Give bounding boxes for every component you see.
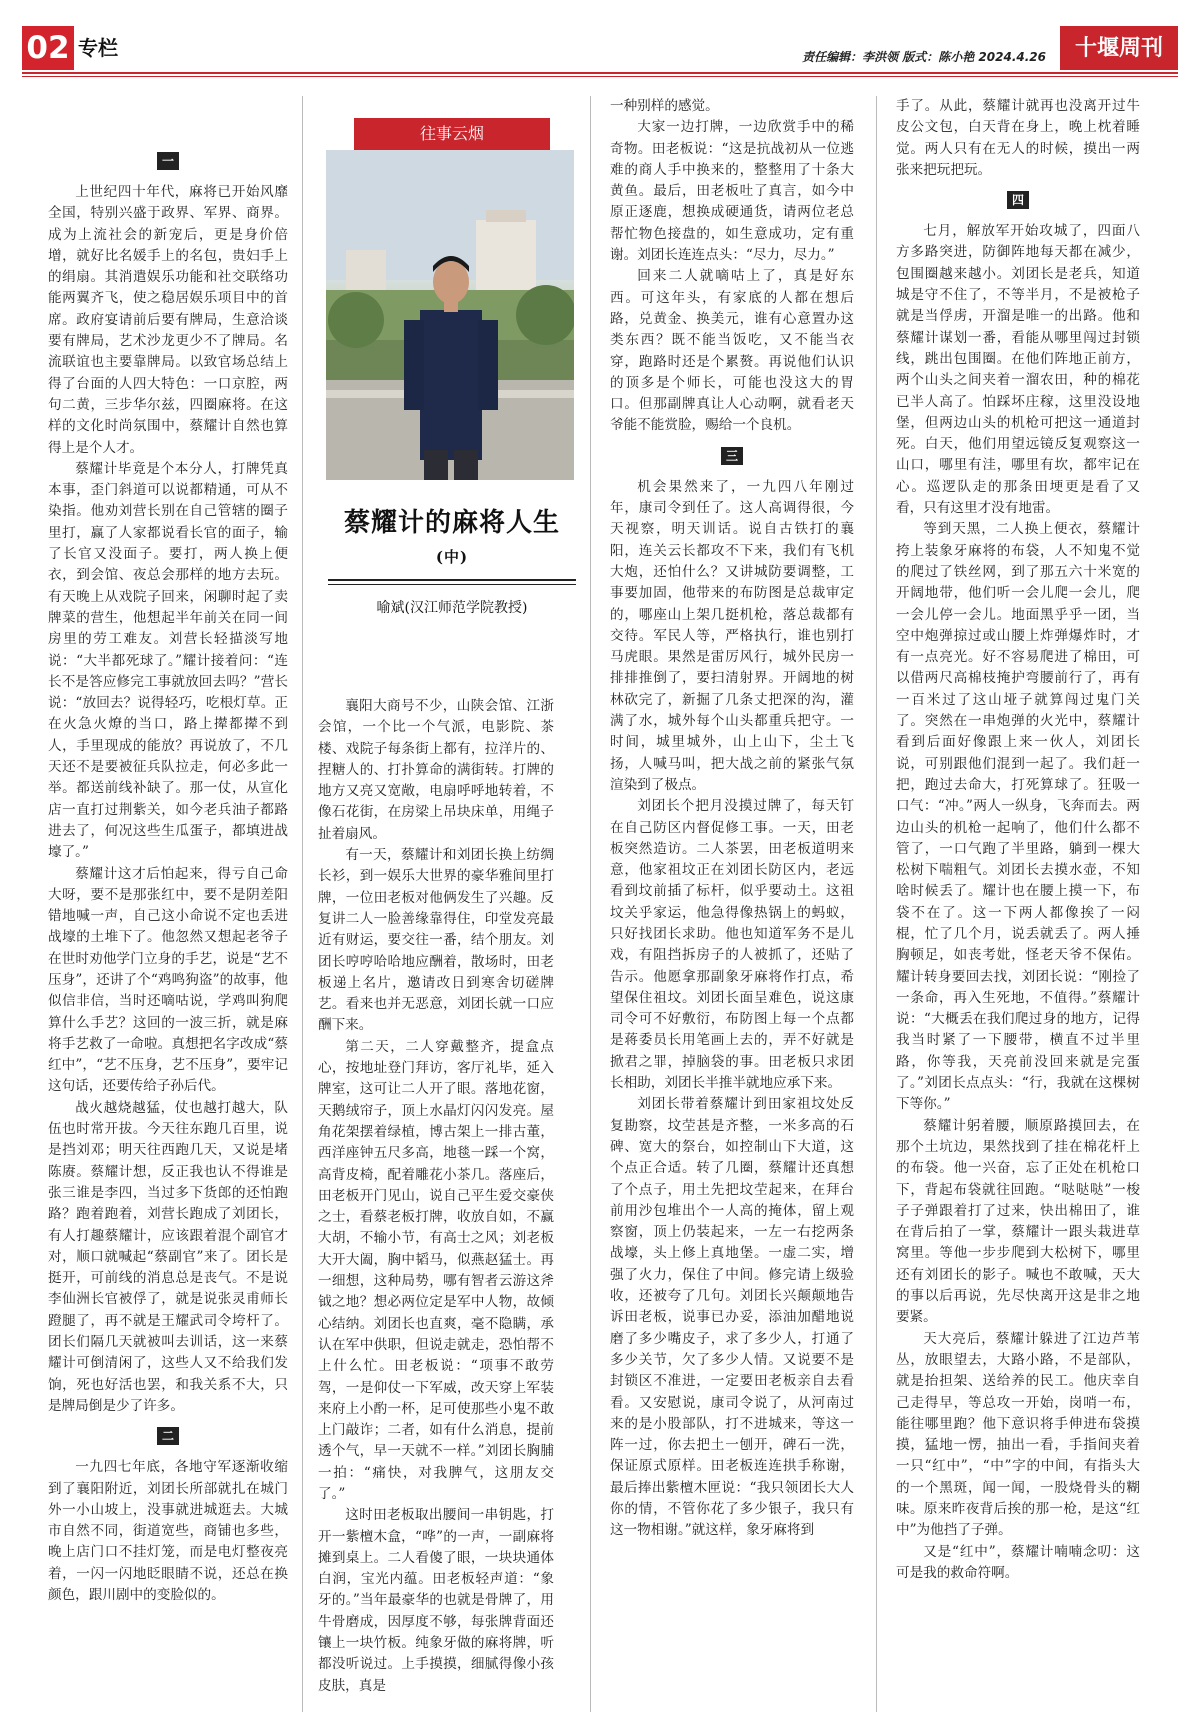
paragraph: 这时田老板取出腰间一串钥匙，打开一紫檀木盒，“哗”的一声，一副麻将摊到桌上。二人看傻了眼，一块块通体白润，宝光内蕴。田老板轻声道：“象牙的。”当年最豪华的也就是骨牌了，用牛骨磨成，因厚度不够，每张牌背面还镶上一块竹板。纯象牙做的麻将牌，听都没听说过。上手摸摸，细腻得像小孩皮肤，真是 [318, 1507, 554, 1694]
paragraph: 刘团长带着蔡耀计到田家祖坟处反复勘察，坟茔甚是齐整，一米多高的石碑、宽大的祭台，如控制山下大道，这个点正合适。转了几圈，蔡耀计还真想了个点子，用土先把坟茔起来，在拜台前用沙包堆出个一人高的掩体，留上观察窗，顶上仍装起来，一左一右挖两条战壕，头上修上真地堡。一虚二实，增强了火力，保住了中间。修完请上级验收，还被夸了几句。刘团长兴颠颠地告诉田老板，说事已办妥，添油加醋地说磨了多少嘴皮子，求了多少人，打通了多少关节，欠了多少人情。又说要不是封锁区不准进，一定要田老板亲自去看看。又安慰说，康司令说了，从河南过来的是小股部队，打不进城来，等这一阵一过，你去把土一刨开，碑石一洗，保证原式原样。田老板连连拱手称谢，最后捧出紫檀木匣说：“我只领团长大人你的情，不管你花了多少银子，我只有这一物相谢。”就这样，象牙麻将到 [610, 1096, 854, 1539]
section-mark-4: 四 [1007, 191, 1029, 209]
editor-credits: 责任编辑：李洪领 版式：陈小艳 2024.4.26 [802, 50, 1046, 64]
column-tag: 往事云烟 [354, 118, 550, 150]
feature-block [328, 118, 576, 617]
paragraph: 刘团长个把月没摸过牌了，每天钉在自己防区内督促修工事。一天，田老板突然造访。二人茶罢，田老板道明来意，他家祖坟正在刘团长防区内，老远看到坟前插了标杆，似乎要动土。这祖坟关乎家运，他急得像热锅上的蚂蚁，只好找团长求助。他也知道军务不是儿戏，有阻挡拆房子的人被抓了，还贴了告示。他愿拿那副象牙麻将作打点，希望保住祖坟。刘团长面呈难色，说这康司令可不好敷衍，布防图上每一个点都是蒋委员长用笔画上去的，弄不好就是掀君之罪，掉脑袋的事。田老板只求团长相助，刘团长半推半就地应承下来。 [610, 798, 854, 1092]
article-column-4 [896, 96, 1140, 1584]
page-header [22, 26, 1178, 70]
article-column-1 [48, 142, 288, 1606]
column-divider [590, 96, 591, 1712]
article-title [328, 502, 576, 569]
section-mark-2: 二 [157, 1427, 179, 1445]
masthead: 十堰周刊 [1060, 26, 1178, 70]
author-photo-illustration [326, 150, 574, 480]
column-divider [876, 96, 877, 1712]
paragraph: 蔡耀计这才后怕起来，得亏自己命大呀，要不是那张红中，要不是阴差阳错地喊一声，自己这小命说不定也丢进战壕的土堆下了。他忽然又想起老爷子在世时劝他学门立身的手艺，说是“艺不压身”，还讲了个“鸡鸣狗盗”的故事，他似信非信，当时还嘀咕说，学鸡叫狗爬算什么手艺？这回的一波三折，就是麻将手艺救了一命啦。真想把名字改成“蔡红中”，“艺不压身，艺不压身”，要牢记这句话，还要传给子孙后代。 [48, 865, 288, 1095]
author-photo [326, 150, 574, 480]
paragraph: 第二天，二人穿戴整齐，提盒点心，按地址登门拜访，客厅礼毕，延入牌室，这可让二人开了眼。落地花窗，天鹅绒帘子，顶上水晶灯闪闪发亮。屋角花架摆着绿植，博古架上一排古董，西洋座钟五尺多高，地毯一踩一个窝，高背皮椅，配着雕花小茶几。落座后，田老板开门见山，说自己平生爱交豪侠之士，看蔡老板打牌，收放自如，不赢大胡，不输小节，有高士之风；刘老板大开大阖，胸中韬马，似燕赵猛士。再一细想，这种局势，哪有智者云游这斧钺之地？想必两位定是军中人物，故倾心结纳。刘团长也直爽，毫不隐瞒，承认在军中供职，但说走就走，恐怕帮不上什么忙。田老板说：“项事不敢劳驾，一是仰仗一下军威，改天穿上军装来府上小酌一杯，足可使那些小鬼不敢上门敲诈；二者，如有什么消息，提前透个气，早一天就不一样。”刘团长胸脯一拍：“痛快，对我脾气，这朋友交了。” [318, 1038, 554, 1502]
paragraph: 战火越烧越猛，仗也越打越大，队伍也时常开拔。今天往东跑几百里，说是挡刘邓；明天往西跑几天，又说是堵陈赓。蔡耀计想，反正我也认不得谁是张三谁是李四，当过多下货郎的还怕跑路？跑着跑着，刘营长跑成了刘团长，有人打趣蔡耀计，应该跟着混个副官才对，顺口就喊起“蔡副官”来了。团长是挺开，可前线的消息总是丧气。不是说李仙洲长官被俘了，就是说张灵甫师长蹬腿了，再不就是王耀武司令垮杆了。团长们隔几天就被叫去训话，这一来蔡耀计可倒清闲了，这些人又不给我们发饷，死也好活也罢，和我关系不大，只是牌局倒是少了许多。 [48, 1099, 288, 1414]
paragraph: 又是“红中”，蔡耀计喃喃念叨：这可是我的救命符啊。 [896, 1543, 1140, 1581]
header-rule-thin [22, 76, 1178, 77]
section-mark-1: 一 [157, 152, 179, 170]
paragraph: 蔡耀计躬着腰，顺原路摸回去，在那个土坑边，果然找到了挂在棉花杆上的布袋。他一兴奋，忘了正处在机枪口下，背起布袋就往回跑。“哒哒哒”一梭子子弹跟着打了过来，快出棉田了，谁在背后拍了一掌，蔡耀计一跟头栽进草窝里。等他一步步爬到大松树下，哪里还有刘团长的影子。喊也不敢喊，天大的事以后再说，先尽快离开这是非之地要紧。 [896, 1117, 1140, 1326]
byline: 喻斌(汉江师范学院教授) [376, 600, 528, 616]
paragraph: 天大亮后，蔡耀计躲进了江边芦苇丛，放眼望去，大路小路，不是部队，就是抬担架、送给养的民工。他庆幸自己走得早，等总攻一开始，岗哨一布，能往哪里跑？他下意识将手伸进布袋摸摸，猛地一愣，抽出一看，手指间夹着一只“红中”，“中”字的中间，有指头大的一个黑斑，闻一闻，一股烧骨头的糊味。原来昨夜背后挨的那一枪，是这“红中”为他挡了子弹。 [896, 1330, 1140, 1539]
paragraph: 蔡耀计毕竟是个本分人，打牌凭真本事，歪门斜道可以说都精通，可从不染指。他劝刘营长别在自己管辖的圈子里打，赢了人家都说看长官的面子，输了长官又没面子。要打，两人换上便衣，到会馆、夜总会那样的地方去玩。有天晚上从戏院子回来，闲聊时起了卖牌菜的营生，他想起半年前关在同一间房里的劳工难友。刘营长轻描淡写地说：“大半都死球了。”耀计接着问：“连长不是答应修完工事就放回去吗？”营长说：“放回去？说得轻巧，吃根灯草。正在火急火燎的当口，路上撵都撵不到人，手里现成的能放？再说放了，不几天还不是要被征兵队拉走，何必多此一举。都送前线补缺了。那一仗，从宣化店一直打过荆紫关，如今老兵油子都路进去了，何况这些生瓜蛋子，都填进战壕了。” [48, 460, 288, 861]
paragraph: 一种别样的感觉。 [610, 98, 719, 114]
section-mark-3: 三 [721, 447, 743, 465]
paragraph: 有一天，蔡耀计和刘团长换上纺绸长衫，到一娱乐大世界的豪华雅间里打牌，一位田老板对他俩发生了兴趣。反复讲二人一脸善缘靠得住，印堂发亮最近有财运，要交往一番，结个朋友。刘团长哼哼哈哈地应酬着，散场时，田老板递上名片，邀请改日到寒舍切磋牌艺。看来也并无恶意，刘团长就一口应酬下来。 [318, 847, 554, 1034]
section-name: 专栏 [78, 36, 118, 60]
paragraph: 回来二人就嘀咕上了，真是好东西。可这年头，有家底的人都在想后路，兑黄金、换美元，谁有心意置办这类东西？既不能当饭吃，又不能当衣穿，跑路时还是个累赘。再说他们认识的顶多是个师长，可能也没这大的胃口。但那副牌真让人心动啊，就看老天爷能不能赏脸，赐给一个良机。 [610, 268, 854, 434]
title-rule [328, 579, 576, 585]
article-title-part: (中) [435, 548, 469, 566]
column-divider [302, 96, 303, 1712]
paragraph: 机会果然来了，一九四八年刚过年，康司令到任了。这人高调得很，今天视察，明天训话。说自古铁打的襄阳，连关云长都攻不下来，我们有飞机大炮，还怕什么？又讲城防要调整，工事要加固，他带来的布防图是总裁审定的，哪座山上架几挺机枪，落总裁都有交待。军民人等，严格执行，谁也别打马虎眼。果然是雷厉风行，城外民房一排排推倒了，要扫清射界。开阔地的树林砍完了，新掘了几条丈把深的沟，灌满了水，城外每个山头都重兵把守。一时间，城里城外，山上山下，尘土飞扬，人喊马叫，把大战之前的紧张气氛渲染到了极点。 [610, 478, 854, 793]
paragraph: 手了。从此，蔡耀计就再也没离开过牛皮公文包，白天背在身上，晚上枕着睡觉。两人只有在无人的时候，摸出一两张来把玩把玩。 [896, 98, 1140, 178]
page-number: 02 [22, 26, 74, 70]
paragraph: 等到天黑，二人换上便衣，蔡耀计挎上装象牙麻将的布袋，人不知鬼不觉的爬过了铁丝网，到了那五六十米宽的开阔地带，他们听一会儿爬一会儿，爬一会儿停一会儿。地面黑乎乎一团，当空中炮弹掠过或山腰上炸弹爆炸时，才有一点亮光。好不容易爬进了棉田，可以借两尺高棉枝掩护弯腰前行了，再有一百米过了这山垭子就算闯过鬼门关了。突然在一串炮弹的火光中，蔡耀计看到后面好像跟上来一伙人，刘团长说，可别跟他们混到一起了。我们赶一把，跑过去命大，打死算球了。狂吸一口气：“冲。”两人一纵身，飞奔而去。两边山头的机枪一起响了，他们什么都不管了，一口气跑了半里路，躺到一棵大松树下喘粗气。刘团长去摸水壶，不知啥时候丢了。耀计也在腰上摸一下，布袋不在了。这一下两人都像挨了一闷棍，忙了几个月，说丢就丢了。两人捶胸顿足，如丧考妣，怪老天爷不保佑。耀计转身要回去找，刘团长说：“刚捡了一条命，再入生死地，不值得。”蔡耀计说：“大概丢在我们爬过身的地方，记得我当时紧了一下腰带，横直不过半里路，你等我，天亮前没回来就是完蛋了。”刘团长点点头：“行，我就在这棵树下等你。” [896, 521, 1140, 1113]
paragraph: 上世纪四十年代，麻将已开始风靡全国，特别兴盛于政界、军界、商界。成为上流社会的新宠后，更是身价倍增，就好比名媛手上的名包，贵妇手上的绢扇。其消遣娱乐功能和社交联络功能两翼齐飞，使之稳居娱乐项目中的首席。政府宴请前后要有牌局，生意洽谈要有牌局，艺术沙龙更少不了牌局。名流联谊也主要靠牌局。以致官场总结上得了台面的人四大特色：一口京腔，两句二黄，三步华尔兹，四圈麻将。在这样的文化时尚氛围中，蔡耀计自然也算得上是个人才。 [48, 184, 288, 456]
paragraph: 大家一边打牌，一边欣赏手中的稀奇物。田老板说：“这是抗战初从一位逃难的商人手中换来的，整整用了十条大黄鱼。最后，田老板吐了真言，如今中原正逐鹿，想换成硬通货，请两位老总帮忙物色接盘的，如生意成功，定有重谢。刘团长连连点头：“尽力，尽力。” [610, 119, 854, 264]
header-rule [22, 72, 1178, 74]
article-column-2 [318, 696, 554, 1697]
paragraph: 襄阳大商号不少，山陕会馆、江浙会馆，一个比一个气派，电影院、茶楼、戏院子每条街上都有，拉洋片的、捏糖人的、打扑算命的满街转。打牌的地方又亮又宽敞，电扇呼呼地转着，不像石花街，在房梁上吊块床单，用绳子扯着扇风。 [318, 698, 554, 842]
paragraph: 七月，解放军开始攻城了，四面八方多路突进，防御阵地每天都在减少，包围圈越来越小。刘团长是老兵，知道城是守不住了，不等半月，不是被枪子就是当俘虏，开溜是唯一的出路。他和蔡耀计谋划一番，看能从哪里闯过封锁线，跳出包围圈。在他们阵地正前方，两个山头之间夹着一溜农田，种的棉花已半人高了。怕踩坏庄稼，这里没设地堡，但两边山头的机枪可把这一通道封死。白天，他们用望远镜反复观察这一山口，哪里有洼，哪里有坎，都牢记在心。巡逻队走的那条田埂更是看了又看，只有这里才没有地雷。 [896, 223, 1140, 517]
paragraph: 一九四七年底，各地守军逐渐收缩到了襄阳附近，刘团长所部就扎在城门外一小山坡上，没事就进城逛去。大城市自然不同，街道宽些，商铺也多些，晚上店门口不挂灯笼，而是电灯整夜亮着，一闪一闪地眨眼睛不说，还总在换颜色，跟川剧中的变脸似的。 [48, 1459, 288, 1603]
article-title-main: 蔡耀计的麻将人生 [343, 508, 560, 538]
article-column-3 [610, 96, 854, 1542]
